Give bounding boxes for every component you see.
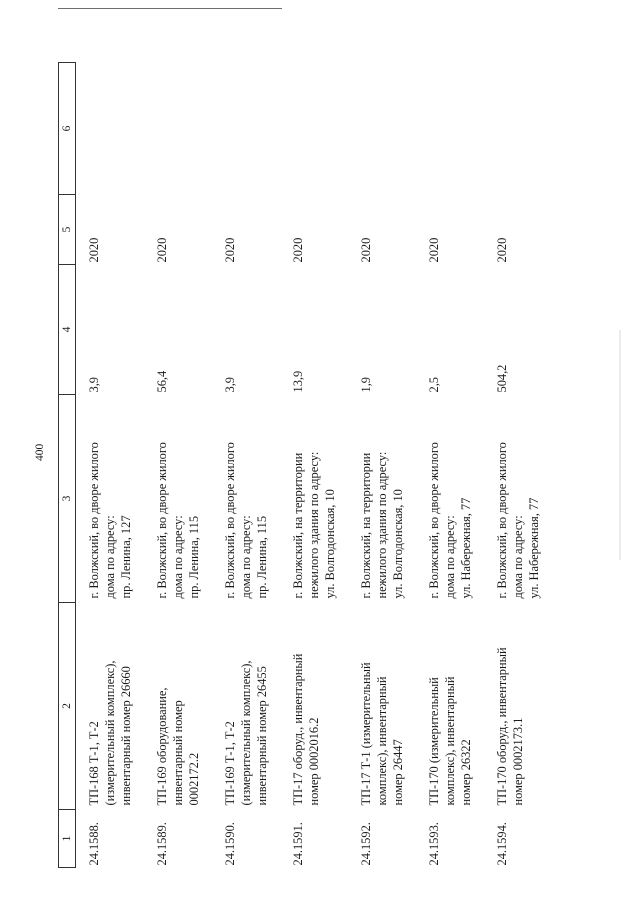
object-name-line: ТП-170 (измерительный [427,677,441,806]
object-address-line: дома по адресу: [239,515,253,599]
object-address-line: г. Волжский, во дворе жилого [495,442,509,599]
entry-number-cell: 24.1591. [291,822,305,866]
object-note-cell [414,63,482,195]
table-row [414,63,482,868]
object-address-cell [142,395,210,603]
object-name-line: инвентарный номер 26660 [119,666,133,806]
object-address-line: дома по адресу: [103,515,117,599]
object-name-cell [346,603,414,810]
column-header: 3 [59,395,76,603]
object-address-line: нежилого здания по адресу: [307,451,321,599]
object-name-cell [278,603,346,810]
entry-number-cell: 24.1588. [87,822,101,866]
table-body [76,63,565,868]
object-note-cell [482,63,564,195]
object-name-line: номер 26447 [391,739,405,806]
object-name-line: (измерительный комплекс), [239,660,253,806]
object-name-line: комплекс), инвентарный [443,676,457,806]
object-address-line: дома по адресу: [171,515,185,599]
object-address-line: пр. Ленина, 115 [187,515,201,599]
object-address-cell [346,395,414,603]
object-address-line: ул. Волгодонская, 10 [323,489,337,599]
column-header: 5 [59,195,76,265]
object-name-line: номер 26322 [459,739,473,806]
object-note-cell [346,63,414,195]
object-name-line: комплекс), инвентарный [375,676,389,806]
column-header: 4 [59,265,76,395]
object-name-line: инвентарный номер [171,700,185,806]
table-row [76,63,143,868]
object-address-line: ул. Набережная, 77 [527,497,541,599]
table-row [210,63,278,868]
entry-number-cell: 24.1592. [359,822,373,866]
table-row [482,63,564,868]
entry-number-cell: 24.1590. [223,822,237,866]
object-name-line: ТП-17 Т-1 (измерительный [359,662,373,806]
object-name-cell [142,603,210,810]
object-name-cell [76,603,143,810]
object-year-cell: 2020 [427,237,441,263]
column-header: 1 [59,810,76,868]
object-area-cell: 56,4 [155,370,169,393]
table-row [278,63,346,868]
object-name-line: ТП-168 Т-1, Т-2 [87,721,101,806]
object-name-cell [414,603,482,810]
object-address-line: ул. Волгодонская, 10 [391,489,405,599]
object-year-cell: 2020 [155,237,169,263]
object-year-cell: 2020 [495,237,509,263]
column-header: 2 [59,603,76,810]
object-address-line: г. Волжский, во дворе жилого [427,442,441,599]
object-area-cell: 2,5 [427,377,441,393]
object-note-cell [210,63,278,195]
object-name-line: ТП-169 Т-1, Т-2 [223,721,237,806]
object-address-cell [482,395,564,603]
object-address-line: пр. Ленина, 115 [255,515,269,599]
object-name-line: номер 0002173.1 [511,717,525,806]
entry-number-cell: 24.1589. [155,822,169,866]
object-note-cell [142,63,210,195]
object-area-cell: 3,9 [87,377,101,393]
page-number: 400 [34,443,46,461]
object-address-line: нежилого здания по адресу: [375,451,389,599]
entry-number-cell: 24.1594. [495,822,509,866]
top-rule [58,8,282,9]
object-address-line: г. Волжский, во дворе жилого [223,442,237,599]
object-address-cell [210,395,278,603]
object-name-line: ТП-169 оборудование, [155,687,169,806]
object-note-cell [278,63,346,195]
object-note-cell [76,63,143,195]
object-area-cell: 3,9 [223,377,237,393]
object-address-line: г. Волжский, на территории [291,452,305,599]
object-name-line: инвентарный номер 26455 [255,666,269,806]
object-address-line: г. Волжский, во дворе жилого [155,442,169,599]
object-area-cell: 504,2 [495,364,509,393]
object-name-line: 0002172.2 [187,752,201,806]
rotated-page [58,63,578,868]
header-row [59,63,76,868]
object-address-line: дома по адресу: [443,515,457,599]
object-address-line: г. Волжский, на территории [359,452,373,599]
object-address-cell [414,395,482,603]
column-header: 6 [59,63,76,195]
object-year-cell: 2020 [87,237,101,263]
table-row [346,63,414,868]
object-name-cell [482,603,564,810]
object-address-cell [76,395,143,603]
object-address-line: дома по адресу: [511,515,525,599]
registry-table [58,62,564,868]
table-row [142,63,210,868]
object-address-line: г. Волжский, во дворе жилого [87,442,101,599]
object-address-line: пр. Ленина, 127 [119,515,133,599]
object-address-cell [278,395,346,603]
object-name-cell [210,603,278,810]
object-area-cell: 13,9 [291,370,305,393]
object-address-line: ул. Набережная, 77 [459,497,473,599]
object-year-cell: 2020 [291,237,305,263]
object-name-line: номер 0002016.2 [307,717,321,806]
entry-number-cell: 24.1593. [427,822,441,866]
object-area-cell: 1,9 [359,377,373,393]
object-name-line: ТП-170 оборуд., инвентарный [495,647,509,806]
object-year-cell: 2020 [223,237,237,263]
object-year-cell: 2020 [359,237,373,263]
object-name-line: (измерительный комплекс), [103,660,117,806]
object-name-line: ТП-17 оборуд., инвентарный [291,653,305,806]
